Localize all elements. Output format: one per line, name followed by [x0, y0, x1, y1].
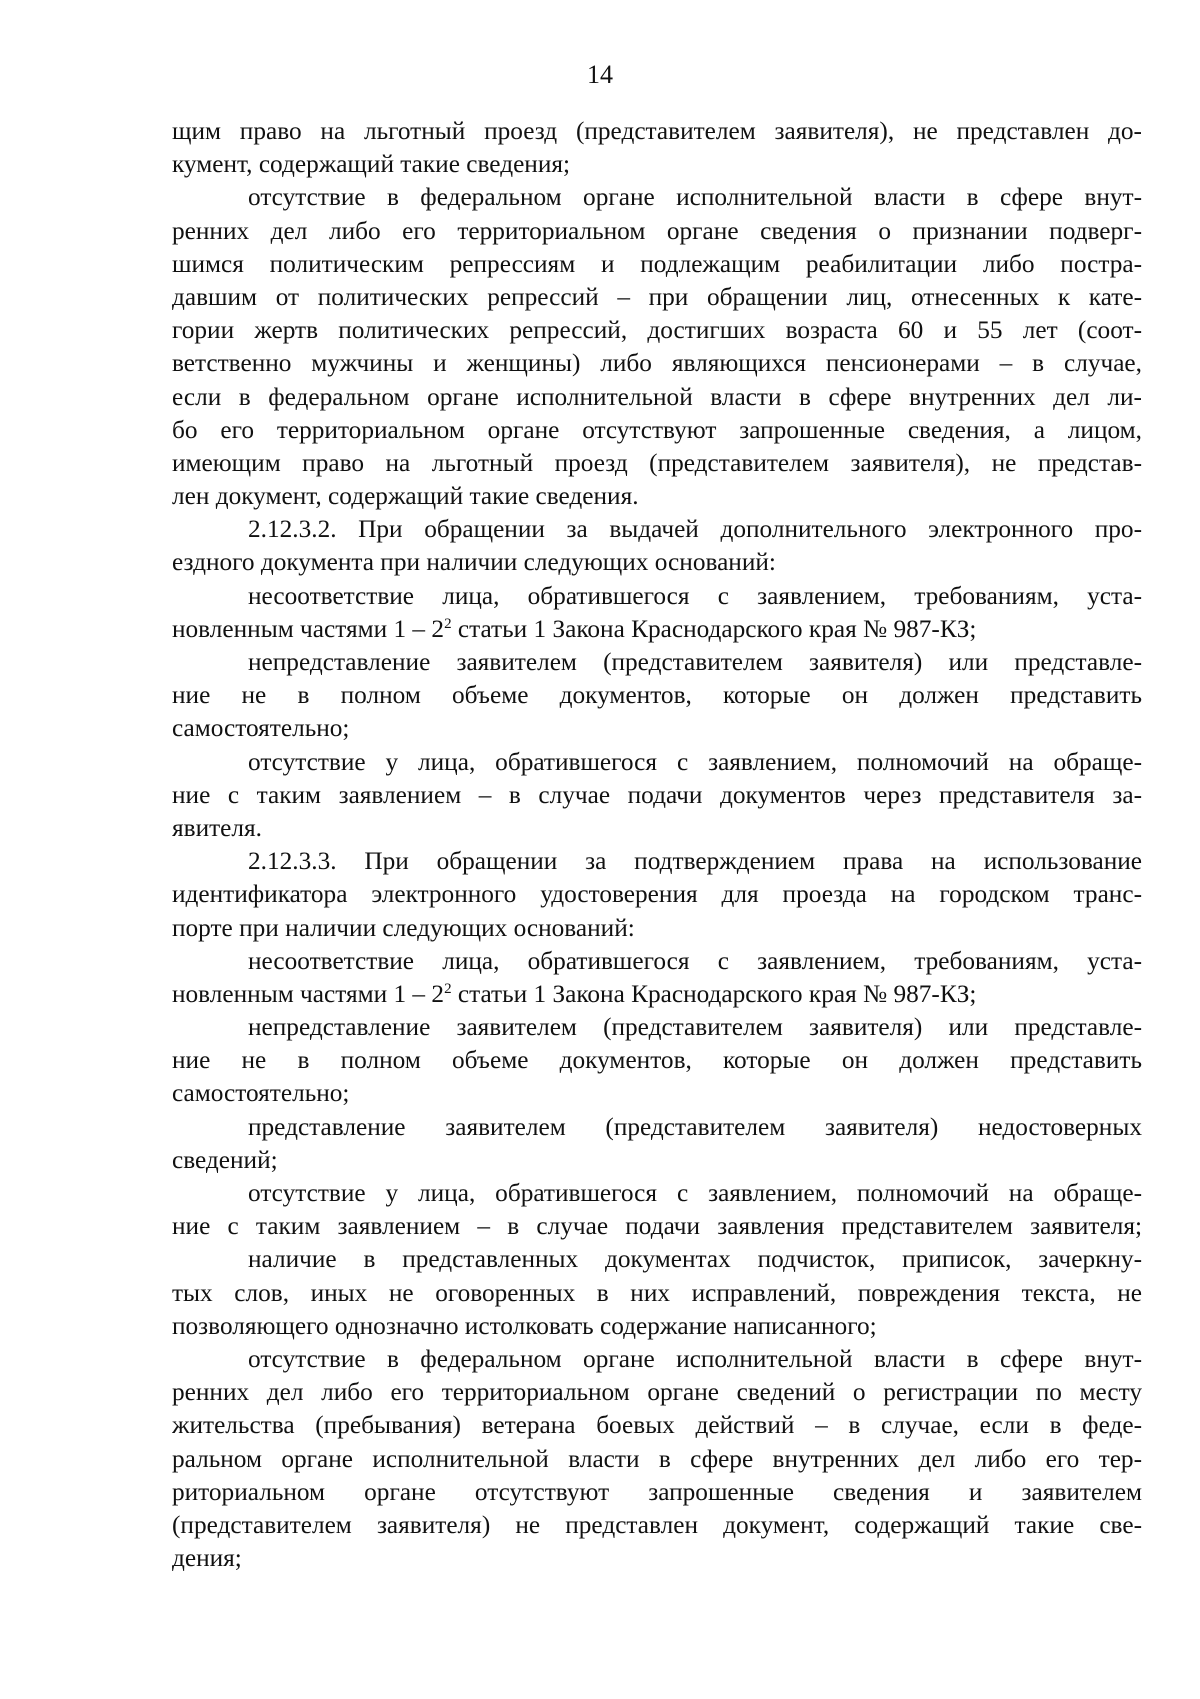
text-line: если в федеральном органе исполнительной власти в сфере внутренних дел ли- [172, 382, 1142, 411]
text-line: ние не в полном объеме документов, которые он должен представить [172, 1046, 1142, 1075]
text-line: сведений; [172, 1145, 278, 1174]
text-line-with-superscript [172, 613, 1142, 646]
text-line: ние с таким заявлением – в случае подачи заявления представителем заявителя; [172, 1212, 1142, 1241]
text-line: самостоятельно; [172, 714, 350, 743]
text-line: тых слов, иных не оговоренных в них исправлений, повреждения текста, не [172, 1278, 1142, 1307]
text-line: бо его территориальном органе отсутствуют запрошенные сведения, а лицом, [172, 415, 1142, 444]
text-line: ренних дел либо его территориальном органе сведений о регистрации по месту [172, 1378, 1142, 1407]
text-line: риториальном органе отсутствуют запрошенные сведения и заявителем [172, 1477, 1142, 1506]
text-line: ние не в полном объеме документов, которые он должен представить [172, 681, 1142, 710]
document-body [172, 115, 1142, 1575]
text-line: ние с таким заявлением – в случае подачи документов через представителя за- [172, 780, 1142, 809]
superscript: 2 [444, 615, 452, 632]
text-line: порте при наличии следующих оснований: [172, 913, 635, 942]
text-line: явителя. [172, 813, 262, 842]
text-line: (представителем заявителя) не представлен документ, содержащий такие све- [172, 1510, 1142, 1539]
text-line: щим право на льготный проезд (представителем заявителя), не представлен до- [172, 117, 1142, 145]
paragraph-first-line: 2.12.3.2. При обращении за выдачей дополнительного электронного про- [248, 515, 1142, 544]
text-segment: новленным частями 1 – 2 [172, 614, 445, 643]
paragraph-first-line: отсутствие в федеральном органе исполнительной власти в сфере внут- [248, 183, 1142, 212]
text-line: гории жертв политических репрессий, достигших возраста 60 и 55 лет (соот- [172, 316, 1142, 345]
page-number: 14 [587, 60, 613, 89]
superscript: 2 [444, 980, 452, 997]
text-line: ветственно мужчины и женщины) либо являющихся пенсионерами – в случае, [172, 349, 1142, 378]
text-line: шимся политическим репрессиям и подлежащим реабилитации либо постра- [172, 249, 1142, 278]
paragraph-first-line: 2.12.3.3. При обращении за подтверждением права на использование [248, 847, 1142, 876]
text-line: ренних дел либо его территориальном органе сведения о признании подверг- [172, 216, 1142, 245]
paragraph-first-line: отсутствие в федеральном органе исполнительной власти в сфере внут- [248, 1344, 1142, 1373]
paragraph-first-line: отсутствие у лица, обратившегося с заявлением, полномочий на обраще- [248, 747, 1142, 776]
text-line: дения; [172, 1544, 242, 1573]
paragraph-first-line: представление заявителем (представителем заявителя) недостоверных [248, 1112, 1142, 1141]
paragraph-first-line: наличие в представленных документах подчисток, приписок, зачеркну- [248, 1245, 1142, 1274]
text-line: самостоятельно; [172, 1079, 350, 1108]
text-line: ездного документа при наличии следующих оснований: [172, 548, 776, 577]
text-line: позволяющего однозначно истолковать содержание написанного; [172, 1311, 877, 1340]
text-segment: статьи 1 Закона Краснодарского края № 987-КЗ; [451, 979, 977, 1008]
text-line: ральном органе исполнительной власти в сфере внутренних дел либо его тер- [172, 1444, 1142, 1473]
paragraph-first-line: несоответствие лица, обратившегося с заявлением, требованиям, уста- [248, 581, 1142, 610]
text-line: лен документ, содержащий такие сведения. [172, 482, 639, 511]
paragraph-first-line: непредставление заявителем (представителем заявителя) или представле- [248, 1013, 1142, 1042]
paragraph-first-line: отсутствие у лица, обратившегося с заявлением, полномочий на обраще- [248, 1179, 1142, 1207]
text-line: жительства (пребывания) ветерана боевых действий – в случае, если в феде- [172, 1411, 1142, 1440]
text-line-with-superscript [172, 978, 1142, 1011]
text-segment: статьи 1 Закона Краснодарского края № 987-КЗ; [451, 614, 977, 643]
text-line: давшим от политических репрессий – при обращении лиц, отнесенных к кате- [172, 282, 1142, 311]
text-segment: новленным частями 1 – 2 [172, 979, 445, 1008]
text-line: имеющим право на льготный проезд (представителем заявителя), не представ- [172, 448, 1142, 477]
text-line: кумент, содержащий такие сведения; [172, 150, 571, 179]
text-line: идентификатора электронного удостоверения для проезда на городском транс- [172, 880, 1142, 909]
paragraph-first-line: непредставление заявителем (представителем заявителя) или представле- [248, 648, 1142, 676]
paragraph-first-line: несоответствие лица, обратившегося с заявлением, требованиям, уста- [248, 946, 1142, 975]
